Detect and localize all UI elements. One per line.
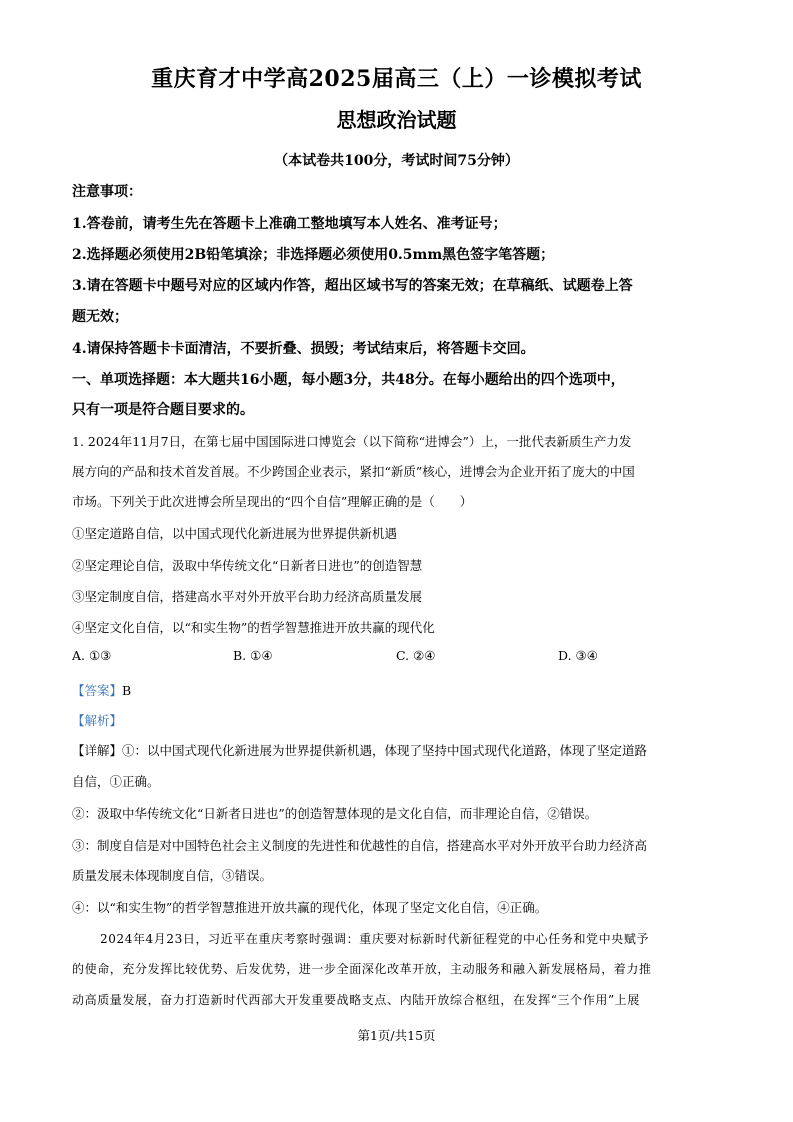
detail-line: ②：汲取中华传统文化“日新者日进也”的创造智慧体现的是文化自信，而非理论自信，②错误。 <box>72 806 598 821</box>
detail-line: 质量发展未体现制度自信，③错误。 <box>72 868 273 883</box>
detail-line: ③：制度自信是对中国特色社会主义制度的先进性和优越性的自信，搭建高水平对外开放平台助力经济高 <box>72 838 648 853</box>
detail-line: 自信，①正确。 <box>72 774 160 789</box>
notice-item: 3.请在答题卡中题号对应的区域内作答，超出区域书写的答案无效；在草稿纸、试题卷上答 <box>72 278 633 294</box>
subject-title: 思想政治试题 <box>336 108 457 132</box>
section-heading: 只有一项是符合题目要求的。 <box>72 402 254 418</box>
analysis-line <box>72 711 722 729</box>
detail-line: ④：以“和实生物”的哲学智慧推进开放共赢的现代化，体现了坚定文化自信，④正确。 <box>72 900 548 915</box>
question-stem: 市场。下列关于此次进博会所呈现出的“四个自信”理解正确的是（ ） <box>72 494 473 509</box>
passage-line: 动高质量发展，奋力打造新时代西部大开发重要战略支点、内陆开放综合枢纽，在发挥“三个作用”上展 <box>72 993 640 1007</box>
passage-line: 2024年4月23日，习近平在重庆考察时强调：重庆要对标新时代新征程党的中心任务和党中央赋予 <box>100 932 650 946</box>
question-stem: 1. 2024年11月7日，在第七届中国国际进口博览会（以下简称“进博会”）上，一批代表新质生产力发 <box>72 434 632 449</box>
statement-4: ④坚定文化自信，以“和实生物”的哲学智慧推进开放共赢的现代化 <box>72 620 435 635</box>
detail-label: 【详解】 <box>72 743 123 758</box>
option-a: A. ①③ <box>72 648 112 663</box>
question-stem: 展方向的产品和技术首发首展。不少跨国企业表示，紧扣“新质”核心，进博会为企业开拓了庞大的中国 <box>72 464 635 479</box>
notice-item: 1.答卷前，请考生先在答题卡上准确工整地填写本人姓名、准考证号； <box>72 216 507 232</box>
option-c: C. ②④ <box>396 648 436 663</box>
statement-1: ①坚定道路自信，以中国式现代化新进展为世界提供新机遇 <box>72 526 398 541</box>
notice-item: 4.请保持答题卡卡面清洁，不要折叠、损毁；考试结束后，将答题卡交回。 <box>72 341 535 357</box>
statement-3: ③坚定制度自信，搭建高水平对外开放平台助力经济高质量发展 <box>72 589 423 604</box>
notice-item: 2.选择题必须使用2B铅笔填涂；非选择题必须使用0.5mm黑色签字笔答题； <box>72 247 555 263</box>
analysis-label: 【解析】 <box>72 713 123 728</box>
passage-line: 的使命，充分发挥比较优势、后发优势，进一步全面深化改革开放，主动服务和融入新发展格局，着力推 <box>72 962 652 976</box>
page-footer: 第1页/共15页 <box>357 1028 436 1043</box>
section-heading: 一、单项选择题：本大题共16小题，每小题3分，共48分。在每小题给出的四个选项中， <box>72 372 625 388</box>
notice-heading: 注意事项： <box>72 184 142 200</box>
answer-line <box>72 681 722 699</box>
exam-info: （本试卷共100分，考试时间75分钟） <box>274 153 519 169</box>
detail-line <box>72 741 722 759</box>
answer-value: B <box>122 683 132 698</box>
option-d: D. ③④ <box>558 648 598 663</box>
answer-label: 【答案】 <box>72 683 123 698</box>
exam-title: 重庆育才中学高2025届高三（上）一诊模拟考试 <box>151 66 642 92</box>
detail-text: ①：以中国式现代化新进展为世界提供新机遇，体现了坚持中国式现代化道路，体现了坚定道路 <box>122 743 648 758</box>
option-b: B. ①④ <box>233 648 273 663</box>
notice-item: 题无效； <box>72 309 128 325</box>
statement-2: ②坚定理论自信，汲取中华传统文化“日新者日进也”的创造智慧 <box>72 558 423 573</box>
